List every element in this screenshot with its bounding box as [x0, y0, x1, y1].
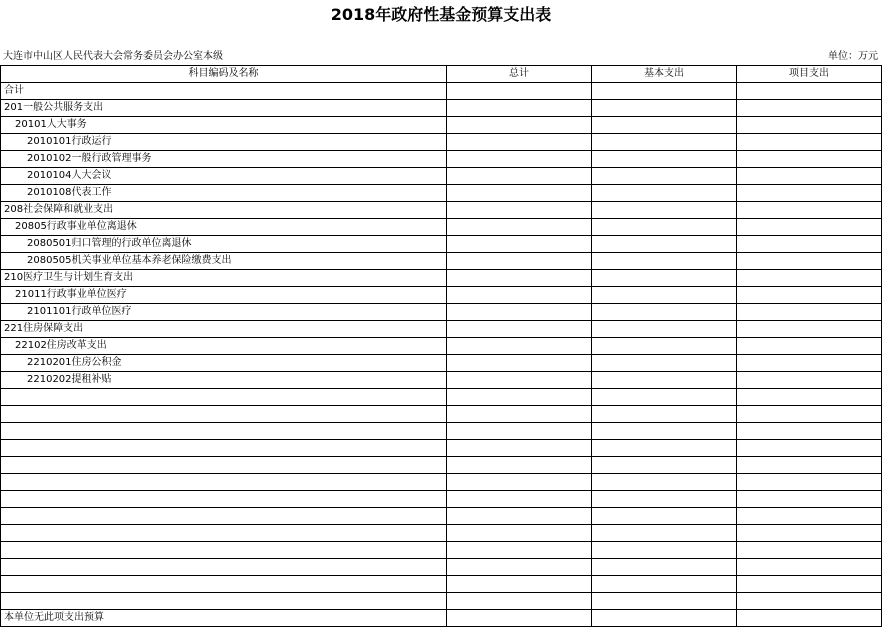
value-cell [737, 134, 882, 151]
expenditure-table [0, 65, 882, 627]
empty-cell [592, 389, 737, 406]
empty-cell [1, 508, 447, 525]
row-label: 208社会保障和就业支出 [1, 202, 447, 219]
empty-cell [592, 457, 737, 474]
empty-row [1, 593, 882, 610]
empty-cell [592, 406, 737, 423]
value-cell [592, 355, 737, 372]
column-header: 基本支出 [592, 66, 737, 83]
empty-row [1, 389, 882, 406]
empty-cell [592, 474, 737, 491]
empty-row [1, 406, 882, 423]
empty-cell [1, 525, 447, 542]
value-cell [737, 83, 882, 100]
row-label: 2010104人大会议 [1, 168, 447, 185]
value-cell [737, 100, 882, 117]
empty-cell [737, 559, 882, 576]
row-label: 210医疗卫生与计划生育支出 [1, 270, 447, 287]
table-body [1, 83, 882, 627]
value-cell [447, 202, 592, 219]
empty-cell [737, 457, 882, 474]
value-cell [737, 287, 882, 304]
empty-cell [592, 525, 737, 542]
value-cell [447, 253, 592, 270]
empty-cell [447, 474, 592, 491]
value-cell [447, 151, 592, 168]
table-row [1, 168, 882, 185]
value-cell [592, 236, 737, 253]
row-label: 22102住房改革支出 [1, 338, 447, 355]
empty-cell [592, 610, 737, 627]
footer-row [1, 610, 882, 627]
value-cell [737, 117, 882, 134]
value-cell [592, 202, 737, 219]
empty-cell [1, 423, 447, 440]
empty-cell [592, 440, 737, 457]
empty-cell [737, 542, 882, 559]
value-cell [447, 168, 592, 185]
value-cell [737, 372, 882, 389]
value-cell [447, 287, 592, 304]
empty-cell [447, 423, 592, 440]
empty-row [1, 423, 882, 440]
row-label: 2101101行政单位医疗 [1, 304, 447, 321]
row-label: 2080505机关事业单位基本养老保险缴费支出 [1, 253, 447, 270]
table-row [1, 338, 882, 355]
table-row [1, 372, 882, 389]
value-cell [447, 83, 592, 100]
row-label: 20805行政事业单位离退休 [1, 219, 447, 236]
empty-cell [1, 457, 447, 474]
table-row [1, 304, 882, 321]
row-label: 20101人大事务 [1, 117, 447, 134]
value-cell [447, 219, 592, 236]
value-cell [592, 117, 737, 134]
value-cell [592, 134, 737, 151]
table-row [1, 321, 882, 338]
empty-row [1, 559, 882, 576]
empty-cell [447, 542, 592, 559]
empty-cell [737, 508, 882, 525]
value-cell [737, 304, 882, 321]
value-cell [447, 338, 592, 355]
table-row [1, 151, 882, 168]
column-header: 总计 [447, 66, 592, 83]
empty-cell [447, 508, 592, 525]
table-row [1, 287, 882, 304]
row-label: 2210201住房公积金 [1, 355, 447, 372]
value-cell [737, 151, 882, 168]
empty-cell [592, 576, 737, 593]
empty-cell [447, 593, 592, 610]
empty-cell [1, 440, 447, 457]
value-cell [592, 372, 737, 389]
table-row [1, 202, 882, 219]
value-cell [592, 338, 737, 355]
value-cell [592, 321, 737, 338]
unit-label: 单位：万元 [828, 51, 878, 62]
value-cell [737, 236, 882, 253]
row-label: 2080501归口管理的行政单位离退休 [1, 236, 447, 253]
value-cell [592, 287, 737, 304]
unit-name: 大连市中山区人民代表大会常务委员会办公室本级 [3, 51, 223, 62]
value-cell [737, 321, 882, 338]
row-label: 221住房保障支出 [1, 321, 447, 338]
empty-cell [447, 559, 592, 576]
empty-cell [1, 474, 447, 491]
value-cell [592, 168, 737, 185]
empty-row [1, 525, 882, 542]
empty-cell [737, 593, 882, 610]
empty-cell [737, 389, 882, 406]
empty-cell [1, 389, 447, 406]
value-cell [592, 270, 737, 287]
empty-cell [737, 491, 882, 508]
value-cell [737, 253, 882, 270]
row-label: 21011行政事业单位医疗 [1, 287, 447, 304]
value-cell [447, 134, 592, 151]
empty-cell [592, 559, 737, 576]
value-cell [737, 270, 882, 287]
empty-row [1, 491, 882, 508]
value-cell [592, 83, 737, 100]
row-label: 2010101行政运行 [1, 134, 447, 151]
value-cell [592, 100, 737, 117]
empty-cell [737, 423, 882, 440]
table-row [1, 253, 882, 270]
row-label: 合计 [1, 83, 447, 100]
empty-cell [1, 576, 447, 593]
table-row [1, 117, 882, 134]
value-cell [737, 219, 882, 236]
empty-cell [737, 474, 882, 491]
empty-cell [447, 440, 592, 457]
value-cell [447, 236, 592, 253]
value-cell [447, 321, 592, 338]
table-row [1, 83, 882, 100]
value-cell [737, 338, 882, 355]
value-cell [447, 304, 592, 321]
column-header: 科目编码及名称 [1, 66, 447, 83]
empty-row [1, 474, 882, 491]
empty-cell [1, 406, 447, 423]
row-label: 201一般公共服务支出 [1, 100, 447, 117]
column-header: 项目支出 [737, 66, 882, 83]
table-row [1, 100, 882, 117]
empty-row [1, 576, 882, 593]
value-cell [737, 355, 882, 372]
empty-row [1, 508, 882, 525]
empty-cell [447, 491, 592, 508]
row-label: 2010108代表工作 [1, 185, 447, 202]
empty-cell [447, 406, 592, 423]
empty-cell [592, 491, 737, 508]
table-row [1, 134, 882, 151]
table-row [1, 355, 882, 372]
value-cell [592, 151, 737, 168]
empty-row [1, 542, 882, 559]
empty-cell [1, 542, 447, 559]
value-cell [592, 304, 737, 321]
value-cell [447, 100, 592, 117]
empty-cell [737, 440, 882, 457]
value-cell [592, 219, 737, 236]
row-label: 2010102一般行政管理事务 [1, 151, 447, 168]
header-row [1, 66, 882, 83]
empty-cell [447, 525, 592, 542]
row-label: 2210202提租补贴 [1, 372, 447, 389]
table-row [1, 236, 882, 253]
value-cell [447, 355, 592, 372]
empty-cell [592, 423, 737, 440]
value-cell [737, 185, 882, 202]
empty-row [1, 457, 882, 474]
value-cell [737, 168, 882, 185]
empty-cell [1, 559, 447, 576]
value-cell [447, 372, 592, 389]
empty-cell [447, 610, 592, 627]
empty-cell [737, 525, 882, 542]
value-cell [447, 185, 592, 202]
empty-cell [737, 576, 882, 593]
empty-cell [1, 491, 447, 508]
empty-cell [592, 508, 737, 525]
page-title: 2018年政府性基金预算支出表 [330, 5, 552, 24]
footer-note: 本单位无此项支出预算 [1, 610, 447, 627]
table-row [1, 219, 882, 236]
empty-cell [737, 610, 882, 627]
empty-cell [447, 389, 592, 406]
table-row [1, 270, 882, 287]
value-cell [447, 270, 592, 287]
table-row [1, 185, 882, 202]
empty-cell [447, 457, 592, 474]
value-cell [592, 253, 737, 270]
empty-cell [1, 593, 447, 610]
value-cell [737, 202, 882, 219]
empty-row [1, 440, 882, 457]
empty-cell [592, 542, 737, 559]
empty-cell [592, 593, 737, 610]
empty-cell [447, 576, 592, 593]
value-cell [592, 185, 737, 202]
empty-cell [737, 406, 882, 423]
value-cell [447, 117, 592, 134]
